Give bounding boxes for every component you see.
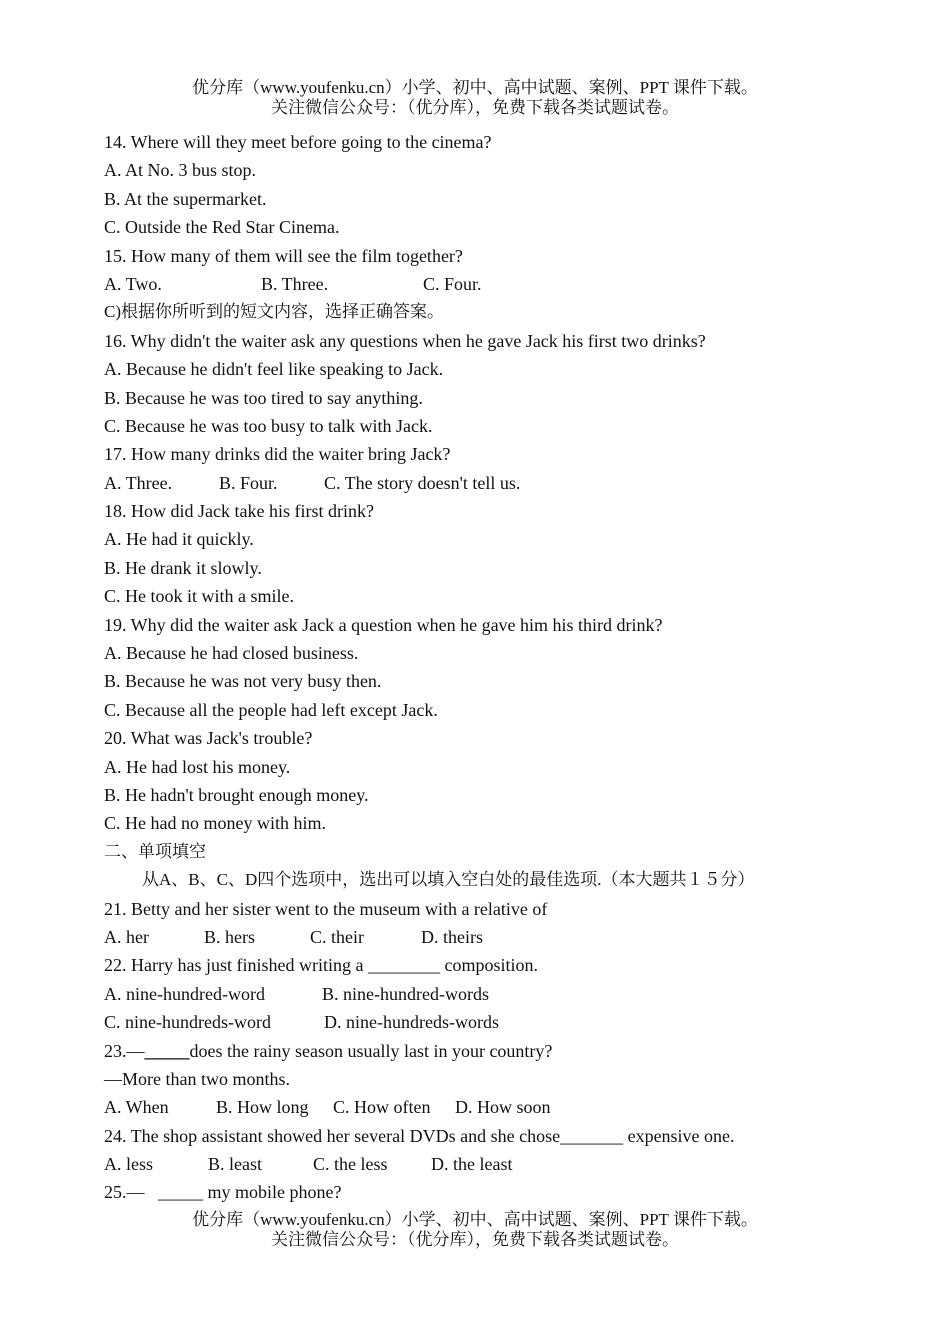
section-c-heading: C)根据你所听到的短文内容，选择正确答案。 xyxy=(104,302,444,322)
question-23-stem-prefix: 23.— xyxy=(104,1040,145,1061)
question-21-option-d: D. theirs xyxy=(421,926,483,947)
question-16-option-b: B. Because he was too tired to say anything. xyxy=(104,387,423,408)
question-22-options-ab xyxy=(104,980,924,1008)
question-23-options xyxy=(104,1093,924,1121)
question-24-option-c: C. the less xyxy=(313,1154,388,1175)
question-23-blank: _____ xyxy=(144,1040,190,1061)
section-2-instruction: 从A、B、C、D四个选项中，选出可以填入空白处的最佳选项.（本大题共１５分） xyxy=(142,870,755,890)
question-23-stem xyxy=(104,1037,924,1065)
question-14-option-c: C. Outside the Red Star Cinema. xyxy=(104,217,340,238)
footer-line-2: 关注微信公众号：（优分库），免费下载各类试题试卷。 xyxy=(271,1230,679,1249)
question-15-option-a: A. Two. xyxy=(104,273,162,294)
question-14-stem: 14. Where will they meet before going to the cinema? xyxy=(104,132,492,152)
question-23-option-b: B. How long xyxy=(216,1097,309,1118)
question-25-stem: 25.— _____ my mobile phone? xyxy=(104,1182,342,1203)
question-21-option-b: B. hers xyxy=(204,926,255,947)
question-15-option-b: B. Three. xyxy=(261,273,329,294)
question-18-option-c: C. He took it with a smile. xyxy=(104,586,294,607)
question-24-option-b: B. least xyxy=(208,1154,262,1175)
question-21-stem: 21. Betty and her sister went to the museum with a relative of xyxy=(104,898,548,919)
question-23-reply: —More than two months. xyxy=(104,1068,290,1089)
page-footer xyxy=(0,1210,950,1250)
question-23-option-d: D. How soon xyxy=(455,1097,551,1118)
question-21-option-c: C. their xyxy=(310,926,364,947)
question-20-option-a: A. He had lost his money. xyxy=(104,756,291,777)
section-2-title: 二、单项填空 xyxy=(104,841,206,861)
question-15-stem: 15. How many of them will see the film together? xyxy=(104,245,463,266)
question-18-option-b: B. He drank it slowly. xyxy=(104,557,262,578)
question-23-stem-rest: does the rainy season usually last in your country? xyxy=(189,1040,553,1061)
question-14-option-b: B. At the supermarket. xyxy=(104,188,267,209)
question-17-option-b: B. Four. xyxy=(219,472,278,493)
question-21-option-a: A. her xyxy=(104,926,149,947)
page-header xyxy=(0,78,950,118)
question-15-option-c: C. Four. xyxy=(423,273,482,294)
question-23-option-a: A. When xyxy=(104,1097,169,1118)
question-19-option-b: B. Because he was not very busy then. xyxy=(104,671,382,692)
question-22-option-b: B. nine-hundred-words xyxy=(322,983,489,1004)
question-17-options xyxy=(104,469,924,497)
question-24-option-a: A. less xyxy=(104,1154,153,1175)
question-15-options xyxy=(104,270,924,298)
question-24-option-d: D. the least xyxy=(431,1154,513,1175)
footer-line-1: 优分库（www.youfenku.cn）小学、初中、高中试题、案例、PPT 课件下载。 xyxy=(192,1210,758,1229)
question-17-option-c: C. The story doesn't tell us. xyxy=(324,472,521,493)
question-20-option-b: B. He hadn't brought enough money. xyxy=(104,784,369,805)
question-22-option-c: C. nine-hundreds-word xyxy=(104,1012,271,1033)
question-16-option-c: C. Because he was too busy to talk with Jack. xyxy=(104,415,433,436)
question-14-option-a: A. At No. 3 bus stop. xyxy=(104,160,257,181)
question-18-stem: 18. How did Jack take his first drink? xyxy=(104,501,374,522)
question-17-stem: 17. How many drinks did the waiter bring Jack? xyxy=(104,444,451,465)
question-16-stem: 16. Why didn't the waiter ask any questions when he gave Jack his first two drinks? xyxy=(104,330,706,351)
question-22-option-d: D. nine-hundreds-words xyxy=(324,1012,499,1033)
question-19-option-a: A. Because he had closed business. xyxy=(104,643,359,664)
question-20-option-c: C. He had no money with him. xyxy=(104,813,326,834)
question-19-option-c: C. Because all the people had left except Jack. xyxy=(104,699,438,720)
question-23-option-c: C. How often xyxy=(333,1097,431,1118)
document-body xyxy=(104,128,924,1207)
question-24-stem: 24. The shop assistant showed her several DVDs and she chose_______ expensive one. xyxy=(104,1125,735,1146)
question-16-option-a: A. Because he didn't feel like speaking to Jack. xyxy=(104,359,444,380)
question-21-options xyxy=(104,923,924,951)
question-24-options xyxy=(104,1150,924,1178)
question-19-stem: 19. Why did the waiter ask Jack a question when he gave him his third drink? xyxy=(104,614,663,635)
question-18-option-a: A. He had it quickly. xyxy=(104,529,254,550)
header-line-2: 关注微信公众号：（优分库），免费下载各类试题试卷。 xyxy=(271,98,679,117)
question-22-option-a: A. nine-hundred-word xyxy=(104,983,265,1004)
question-22-stem: 22. Harry has just finished writing a ________ composition. xyxy=(104,955,538,976)
header-line-1: 优分库（www.youfenku.cn）小学、初中、高中试题、案例、PPT 课件下载。 xyxy=(192,78,758,97)
question-22-options-cd xyxy=(104,1008,924,1036)
question-17-option-a: A. Three. xyxy=(104,472,173,493)
question-20-stem: 20. What was Jack's trouble? xyxy=(104,728,313,749)
